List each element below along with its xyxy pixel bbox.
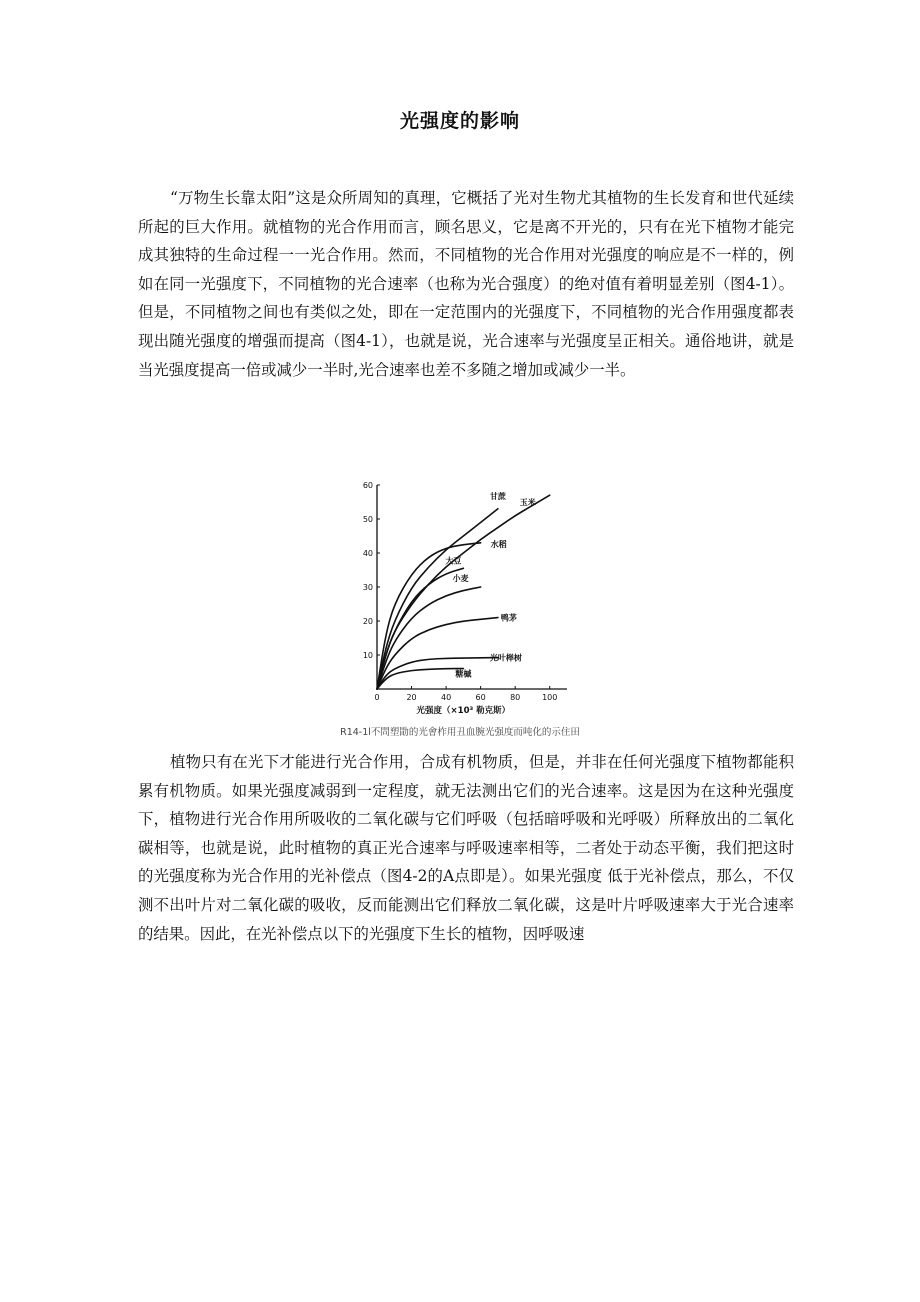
x-axis-label: 光强度（×10³ 勒克斯） — [416, 706, 511, 716]
x-tick-label: 60 — [475, 693, 486, 702]
y-tick-label: 40 — [362, 549, 373, 558]
series-label-4: 小麦 — [452, 574, 469, 583]
paragraph-compensation-point: 植物只有在光下才能进行光合作用，合成有机物质，但是，并非在任何光强度下植物都能积累有机物质。如果光强度减弱到一定程度，就无法测出它们的光合速率。这是因为在这种光强度下，植物进行光合作用所吸收的二氧化碳与它们呼吸（包括暗呼吸和光呼吸）所释放出的二氧化碳相等，也就是说，此时植物的真正光合速率与呼吸速率相等，二者处于动态平衡，我们把这时的光强度称为光合作用的光补偿点（图4-2的A点即是）。如果光强度 低于光补偿点，那么，不仅测不出叶片对二氧化碳的吸收，反而能测出它们释放二氧化碳，这是叶片呼吸速率大于光合速率的结果。因此，在光补偿点以下的光强度下生长的植物，因呼吸速 — [138, 753, 794, 943]
y-tick-label: 50 — [362, 515, 373, 524]
series-line-3 — [377, 568, 463, 689]
y-tick-label: 10 — [362, 651, 373, 660]
series-line-5 — [377, 618, 498, 689]
series-line-2 — [377, 543, 481, 689]
series-label-1: 玉米 — [519, 498, 536, 508]
x-tick-label: 40 — [440, 693, 452, 702]
series-line-1 — [377, 495, 550, 689]
x-tick-label: 100 — [542, 693, 558, 702]
paragraph-intro: “万物生长靠太阳”这是众所周知的真理，它概括了光对生物尤其植物的生长发育和世代延续所起的巨大作用。就植物的光合作用而言，顾名思义，它是离不开光的，只有在光下植物才能完成其独特的生命过程一一光合作用。然而，不同植物的光合作用对光强度的响应是不一样的，例如在同一光强度下，不同植物的光合速率（也称为光合强度）的绝对值有着明显差别（图4-1）。但是，不同植物之间也有类似之处，即在一定范围内的光强度下，不同植物的光合作用强度都表现出随光强度的增强而提高（图4-1），也就是说，光合速率与光强度呈正相关。通俗地讲，就是当光强度提高一倍或减少一半时,光合速率也差不多随之增加或减少一半。 — [138, 189, 794, 379]
x-tick-label: 0 — [374, 693, 380, 702]
figure-4-1 — [354, 478, 584, 718]
figure-caption: R14-1l不問塑勖的光會柞用丑血腕光强度而吨化的示住田 — [340, 727, 580, 738]
photosynthesis-light-curve-chart — [354, 478, 584, 718]
series-label-0: 甘蔗 — [489, 491, 506, 501]
series-label-7: 糖槭 — [455, 669, 472, 679]
y-tick-label: 30 — [362, 583, 373, 592]
series-label-2: 水稻 — [490, 539, 507, 549]
series-label-6: 光叶榉树 — [489, 653, 522, 663]
series-label-5: 鸭茅 — [500, 613, 517, 623]
series-label-3: 大豆 — [445, 556, 462, 566]
x-tick-label: 80 — [510, 693, 521, 702]
x-tick-label: 20 — [406, 693, 417, 702]
page-title: 光强度的影响 — [399, 110, 520, 132]
y-tick-label: 60 — [362, 481, 373, 490]
y-tick-label: 20 — [362, 617, 373, 626]
